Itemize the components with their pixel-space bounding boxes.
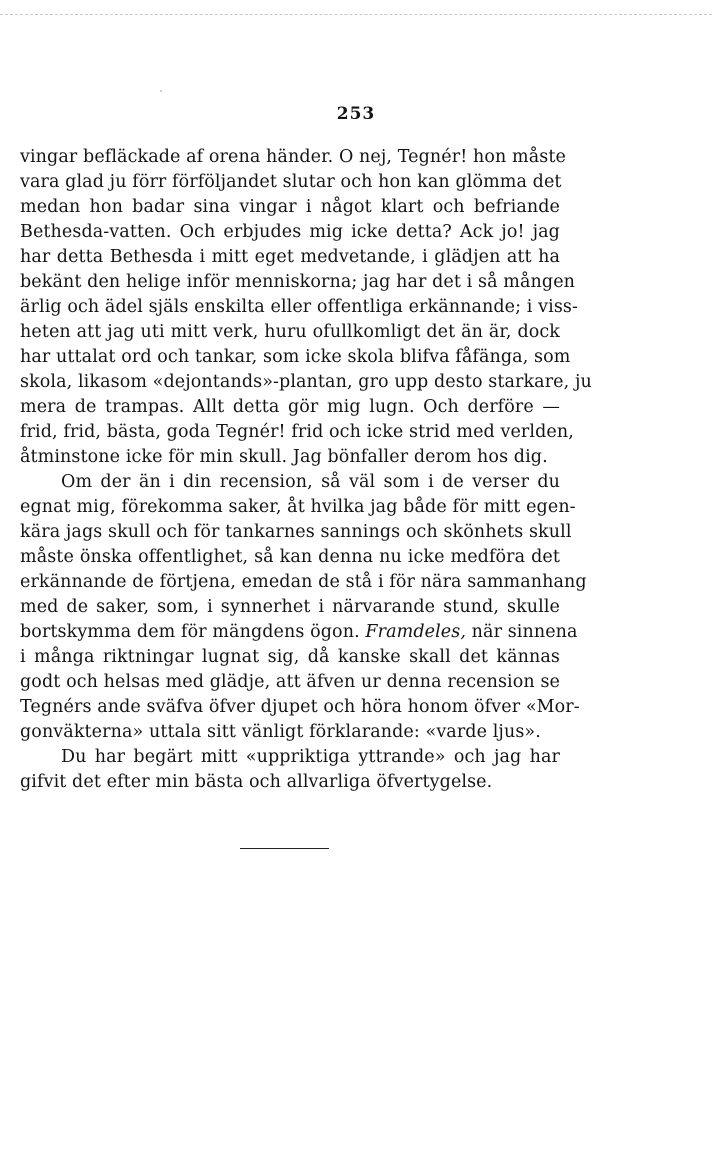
paragraph-last-line: åtminstone icke för min skull. Jag bönfaller derom hos dig.	[20, 447, 548, 467]
text-line-with-emphasis	[20, 620, 578, 645]
text-line: erkännande de förtjena, emedan de stå i för nära sammanhang	[20, 572, 587, 592]
page-number: 253	[336, 104, 376, 124]
text-line: heten att jag uti mitt verk, huru ofullkomligt det än är, dock	[20, 322, 560, 342]
text-line: ärlig och ädel själs enskilta eller offentliga erkännande; i viss-	[20, 297, 579, 317]
text-line: i många riktningar lugnat sig, då kanske skall det kännas	[20, 647, 560, 667]
text-line: vingar befläckade af orena händer. O nej, Tegnér! hon måste	[20, 147, 566, 167]
text-line: kära jags skull och för tankarnes sannings och skönhets skull	[20, 522, 572, 542]
text-line: Bethesda-vatten. Och erbjudes mig icke detta? Ack jo! jag	[20, 222, 560, 242]
paragraph-last-line: gonväkterna» uttala sitt vänligt förklarande: «varde ljus».	[20, 722, 541, 742]
text-line: med de saker, som, i synnerhet i närvarande stund, skulle	[20, 597, 560, 617]
text-line: medan hon badar sina vingar i något klart och befriande	[20, 197, 560, 217]
text-line: bekänt den helige inför menniskorna; jag har det i så mången	[20, 272, 576, 292]
text-line: måste önska offentlighet, så kan denna nu icke medföra det	[20, 547, 560, 567]
text-line: har detta Bethesda i mitt eget medvetande, i glädjen att ha	[20, 247, 560, 267]
text-line: har uttalat ord och tankar, som icke skola blifva fåfänga, som	[20, 347, 571, 367]
text-line: godt och helsas med glädje, att äfven ur denna recension se	[20, 672, 560, 692]
paragraph-first-line: Du har begärt mitt «uppriktiga yttrande» och jag har	[61, 747, 560, 767]
top-border-rule	[0, 14, 712, 15]
paragraph-last-line: gifvit det efter min bästa och allvarliga öfvertygelse.	[20, 772, 493, 792]
text-line: egnat mig, förekomma saker, åt hvilka jag både för mitt egen-	[20, 497, 576, 517]
emphasized-word: Framdeles,	[365, 622, 466, 642]
paragraph-first-line: Om der än i din recension, så väl som i de verser du	[61, 472, 560, 492]
text-line: frid, frid, bästa, goda Tegnér! frid och icke strid med verlden,	[20, 422, 574, 442]
text-line: mera de trampas. Allt detta gör mig lugn. Och derföre —	[20, 397, 560, 417]
text-line: Tegnérs ande sväfva öfver djupet och höra honom öfver «Mor-	[20, 697, 580, 717]
section-end-rule	[240, 848, 329, 849]
text-segment: bortskymma dem för mängdens ögon.	[20, 622, 360, 642]
text-segment: när sinnena	[471, 622, 578, 642]
text-line: skola, likasom «dejontands»-plantan, gro upp desto starkare, ju	[20, 372, 592, 392]
paper-speck	[160, 90, 162, 92]
text-line: vara glad ju förr förföljandet slutar och hon kan glömma det	[20, 172, 562, 192]
